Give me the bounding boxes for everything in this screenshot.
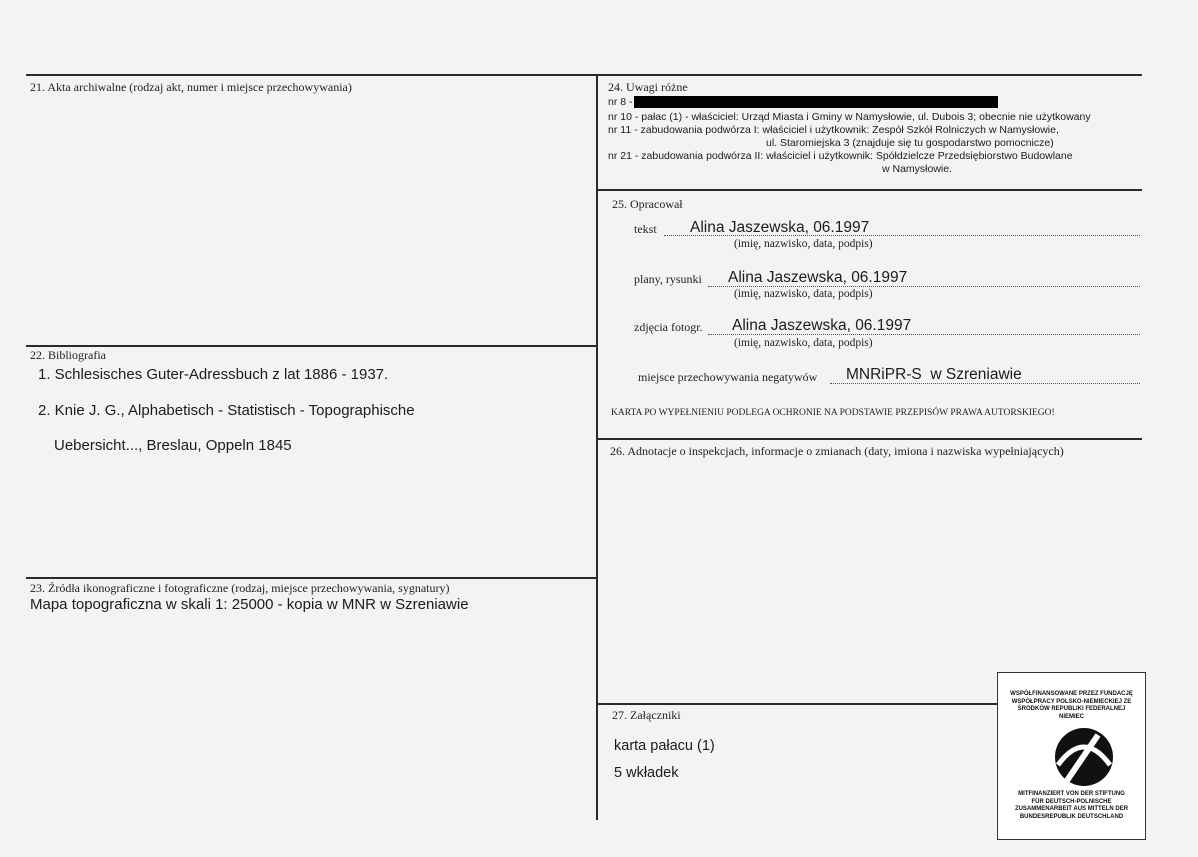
bridge-icon	[998, 723, 1145, 793]
section-23-label: 23. Źródła ikonograficzne i fotograficzne (rodzaj, miejsce przechowywania, sygnatury)	[30, 581, 450, 595]
row-tekst-caption: (imię, nazwisko, data, podpis)	[734, 238, 873, 250]
logo-bottom-text: MITFINANZIERT VON DER STIFTUNG FÜR DEUTSCH-POLNISCHE ZUSAMMENARBEIT AUS MITTELN DER BUNDESREPUBLIK DEUTSCHLAND	[1014, 791, 1129, 820]
attachment-item-1: karta pałacu (1)	[614, 738, 715, 754]
section-25-label: 25. Opracował	[612, 197, 683, 211]
section-21-label: 21. Akta archiwalne (rodzaj akt, numer i miejsce przechowywania)	[30, 80, 352, 94]
row-zdjecia-key: zdjęcia fotogr.	[634, 320, 703, 334]
rule-25-26	[597, 438, 1142, 440]
rule-24-25	[597, 189, 1142, 191]
row-plany-key: plany, rysunki	[634, 272, 702, 286]
rule-26-27	[597, 703, 997, 705]
bibliography-item-2-cont: Uebersicht..., Breslau, Oppeln 1845	[54, 437, 292, 454]
row-plany-value: Alina Jaszewska, 06.1997	[728, 269, 908, 286]
rule-22-23	[26, 577, 598, 579]
row-tekst-key: tekst	[634, 222, 657, 236]
attachment-item-2: 5 wkładek	[614, 765, 679, 781]
top-rule	[26, 74, 1142, 76]
bibliography-item-2: 2. Knie J. G., Alphabetisch - Statistisch - Topographische	[38, 402, 415, 419]
note-line-5: nr 21 - zabudowania podwórza II: właściciel i użytkownik: Spółdzielcze Przedsiębiorstwo Budowlane	[608, 150, 1073, 162]
row-zdjecia-value: Alina Jaszewska, 06.1997	[732, 317, 912, 334]
note-line-4: ul. Staromiejska 3 (znajduje się tu gospodarstwo pomocnicze)	[766, 137, 1054, 149]
bibliography-item-1: 1. Schlesisches Guter-Adressbuch z lat 1886 - 1937.	[38, 366, 389, 383]
row-plany-caption: (imię, nazwisko, data, podpis)	[734, 288, 873, 300]
row-zdjecia-caption: (imię, nazwisko, data, podpis)	[734, 337, 873, 349]
note-line-3: nr 11 - zabudowania podwórza I: właściciel i użytkownik: Zespół Szkół Rolniczych w Namysłowie,	[608, 124, 1059, 136]
copyright-notice: KARTA PO WYPEŁNIENIU PODLEGA OCHRONIE NA PODSTAWIE PRZEPISÓW PRAWA AUTORSKIEGO!	[611, 408, 1055, 418]
center-divider	[596, 74, 598, 820]
section-24-label: 24. Uwagi różne	[608, 80, 688, 94]
negatives-key: miejsce przechowywania negatywów	[638, 370, 818, 384]
row-tekst-value: Alina Jaszewska, 06.1997	[690, 219, 870, 236]
note-line-2: nr 10 - pałac (1) - właściciel: Urząd Miasta i Gminy w Namysłowie, ul. Dubois 3; obecnie nie użytkowany	[608, 111, 1091, 123]
section-22-label: 22. Bibliografia	[30, 348, 106, 362]
section-23-value: Mapa topograficzna w skali 1: 25000 - kopia w MNR w Szreniawie	[30, 596, 469, 613]
logo-top-text: WSPÓŁFINANSOWANE PRZEZ FUNDACJĘ WSPÓŁPRACY POLSKO-NIEMIECKIEJ ZE ŚRODKÓW REPUBLIKI FEDERALNEJ NIEMIEC	[1010, 691, 1133, 720]
rule-21-22	[26, 345, 598, 347]
note-line-6: w Namysłowie.	[882, 163, 953, 175]
note-line-1: nr 8 -	[608, 96, 633, 108]
section-26-label: 26. Adnotacje o inspekcjach, informacje o zmianach (daty, imiona i nazwiska wypełniających)	[610, 444, 1064, 458]
foundation-logo	[997, 672, 1146, 840]
negatives-value: MNRiPR-S w Szreniawie	[846, 366, 1022, 383]
section-27-label: 27. Załączniki	[612, 708, 681, 722]
redaction-bar	[634, 96, 998, 108]
